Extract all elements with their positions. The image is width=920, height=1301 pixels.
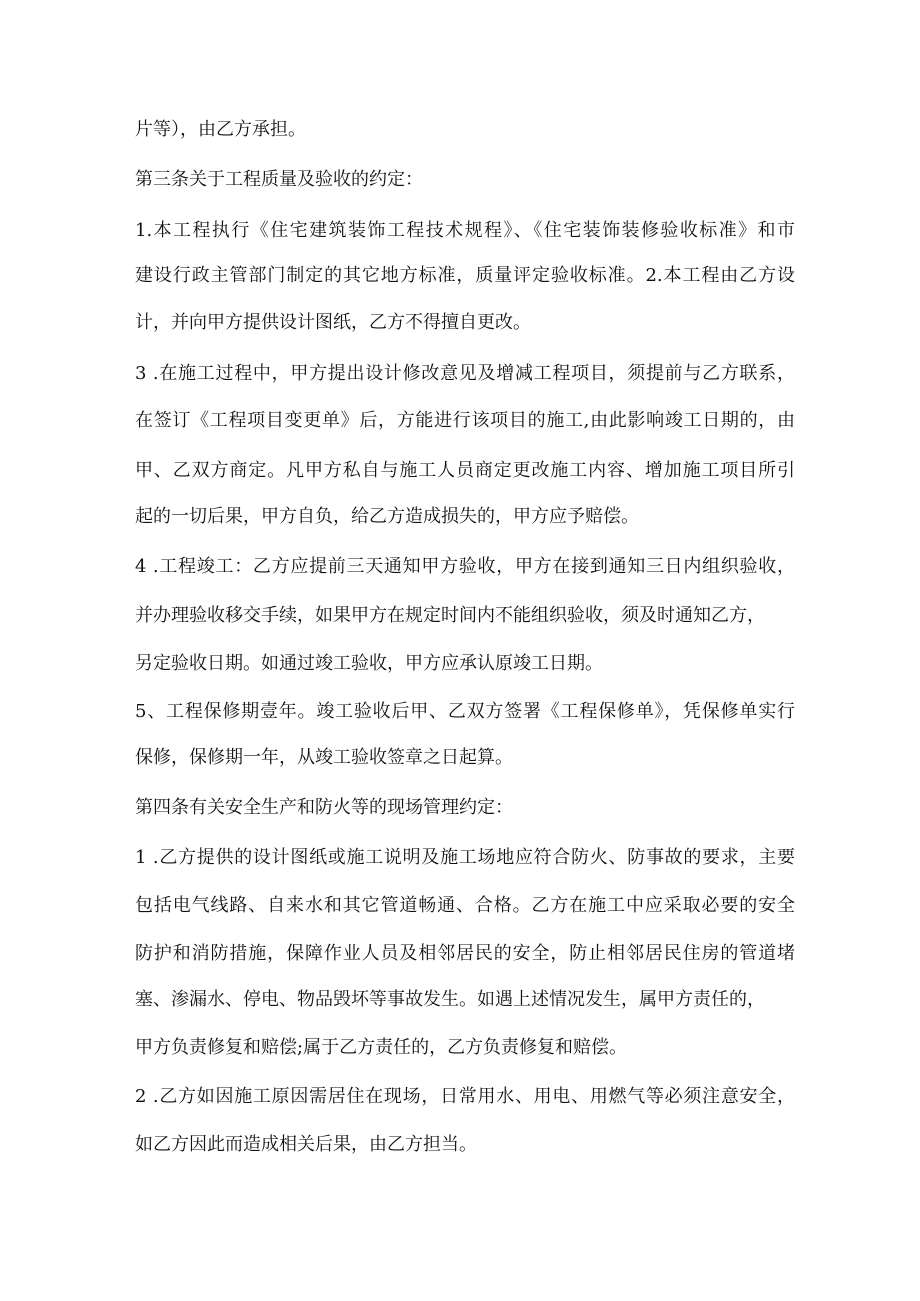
text-line: 另定验收日期。如通过竣工验收，甲方应承认原竣工日期。 [135,653,603,674]
text-line: 3 .在施工过程中，甲方提出设计修改意见及增减工程项目，须提前与乙方联系， [135,363,795,384]
text-line: 1 .乙方提供的设计图纸或施工说明及施工场地应符合防火、防事故的要求，主要 [135,847,795,868]
text-line: 防护和消防措施，保障作业人员及相邻居民的安全，防止相邻居民住房的管道堵 [135,943,795,964]
text-line: 片等），由乙方承担。 [135,119,306,140]
text-line: 建设行政主管部门制定的其它地方标准，质量评定验收标准。2.本工程由乙方设 [135,265,795,286]
text-line: 1.本工程执行《住宅建筑装饰工程技术规程》、《住宅装饰装修验收标准》和市 [135,220,795,241]
section-heading-article-4: 第四条有关安全生产和防火等的现场管理约定： [135,797,513,818]
text-line: 甲方负责修复和赔偿;属于乙方责任的，乙方负责修复和赔偿。 [135,1037,628,1058]
text-line: 4 .工程竣工：乙方应提前三天通知甲方验收，甲方在接到通知三日内组织验收， [135,556,795,577]
text-line: 保修，保修期一年，从竣工验收签章之日起算。 [135,747,513,768]
text-line: 在签订《工程项目变更单》后，方能进行该项目的施工,由此影响竣工日期的，由 [135,410,795,431]
text-line: 甲、乙双方商定。凡甲方私自与施工人员商定更改施工内容、增加施工项目所引 [135,460,795,481]
text-line: 计，并向甲方提供设计图纸，乙方不得擅自更改。 [135,312,531,333]
text-line: 包括电气线路、自来水和其它管道畅通、合格。乙方在施工中应采取必要的安全 [135,895,795,916]
text-line: 2 .乙方如因施工原因需居住在现场，日常用水、用电、用燃气等必须注意安全， [135,1086,795,1107]
text-line: 起的一切后果，甲方自负，给乙方造成损失的，甲方应予赔偿。 [135,506,639,527]
text-line: 塞、渗漏水、停电、物品毁坏等事故发生。如遇上述情况发生，属甲方责任的， [135,989,765,1010]
section-heading-article-3: 第三条关于工程质量及验收的约定： [135,169,423,190]
text-line: 5、工程保修期壹年。竣工验收后甲、乙双方签署《工程保修单》，凭保修单实行 [135,701,795,722]
text-line: 并办理验收移交手续，如果甲方在规定时间内不能组织验收，须及时通知乙方， [135,605,765,626]
text-line: 如乙方因此而造成相关后果，由乙方担当。 [135,1134,477,1155]
